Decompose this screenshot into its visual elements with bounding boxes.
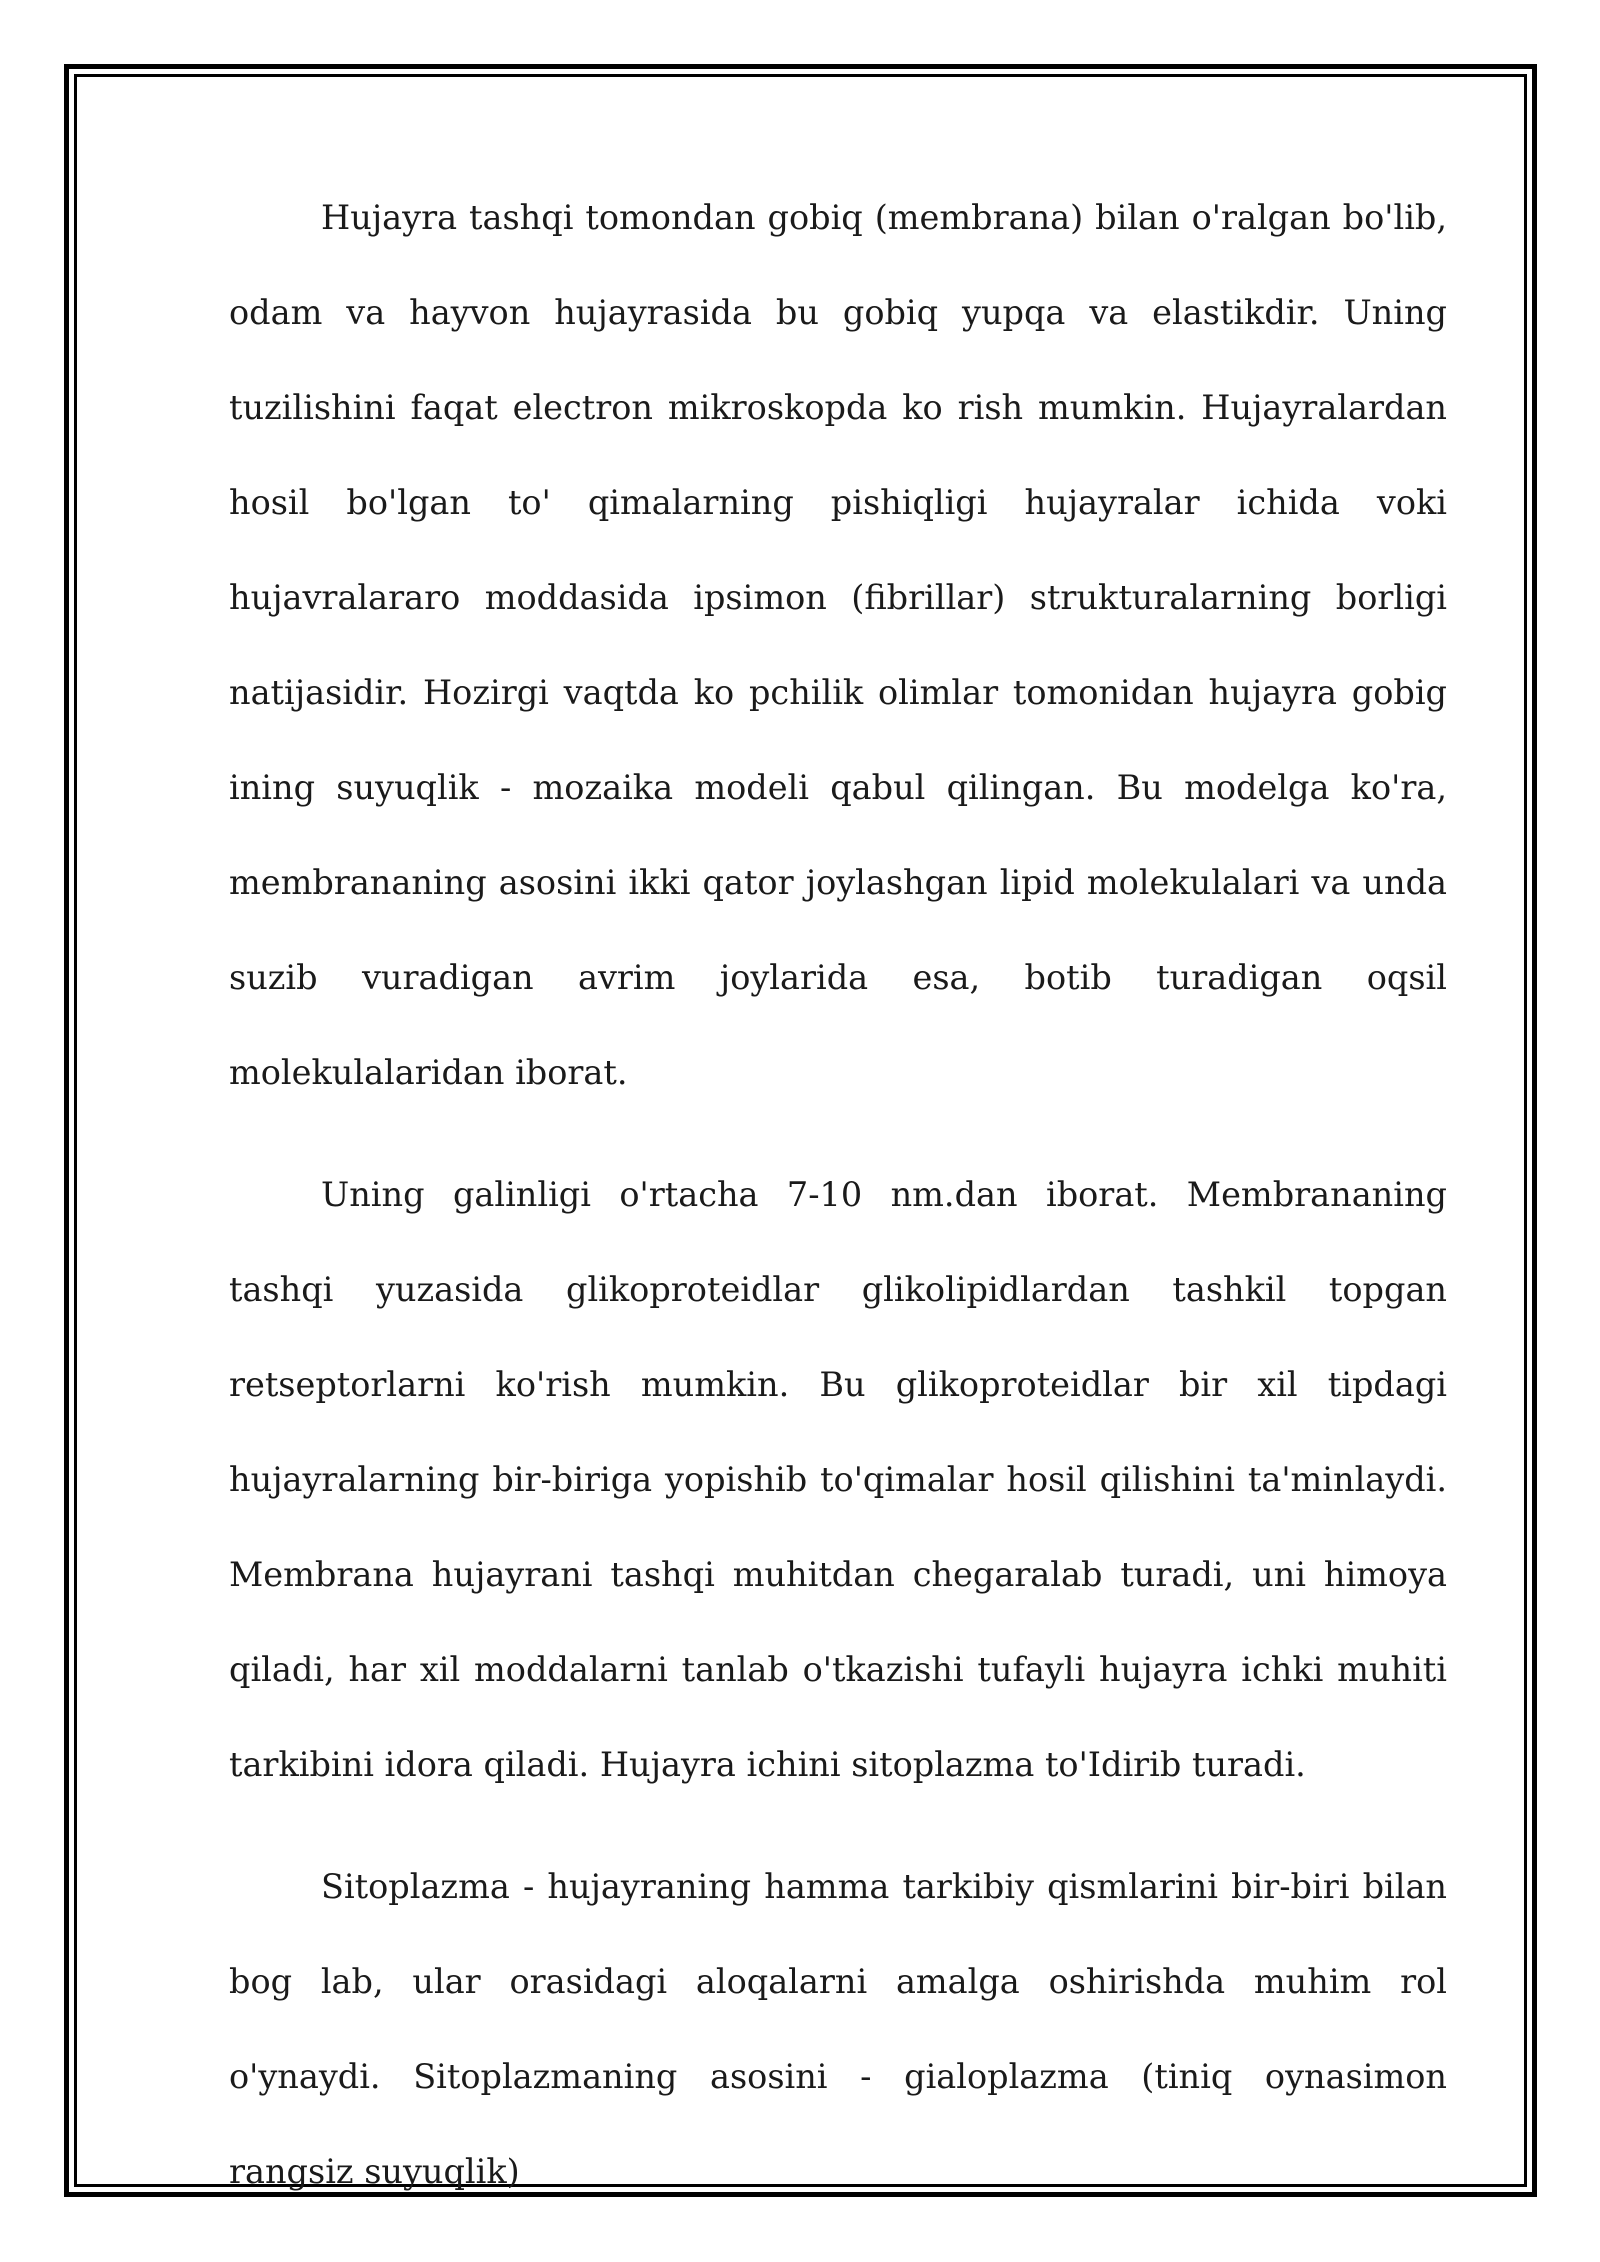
paragraph-membrane: Hujayra tashqi tomondan gobiq (membrana) bilan o'ralgan bo'lib, odam va hayvon hujayrasida bu gobiq yupqa va elastikdir. Uning tuzilishini faqat electron mikroskopda ko rish mumkin. Hujayralardan hosil bo'lgan to' qimalarning pishiqligi hujayralar ichida voki hujavralararo moddasida ipsimon (fibrillar) strukturalarning borligi natijasidir. Hozirgi vaqtda ko pchilik olimlar tomonidan hujayra gobig ining suyuqlik - mozaika modeli qabul qilingan. Bu modelga ko'ra, membrananing asosini ikki qator joylashgan lipid molekulalari va unda suzib vuradigan avrim joylarida esa, botib turadigan oqsil molekulalaridan iborat. — [229, 198, 1447, 1092]
paragraph-cytoplasm: Sitoplazma - hujayraning hamma tarkibiy qismlarini bir-biri bilan bog lab, ular orasidagi aloqalarni amalga oshirishda muhim rol o'ynaydi. Sitoplazmaning asosini - gialoplazma (tiniq oynasimon rangsiz suyuqlik) — [229, 1867, 1447, 2191]
document-body — [229, 170, 1447, 2246]
paragraph-membrane-thickness: Uning galinligi o'rtacha 7-10 nm.dan iborat. Membrananing tashqi yuzasida glikoproteidlar glikolipidlardan tashkil topgan retseptorlarni ko'rish mumkin. Bu glikoproteidlar bir xil tipdagi hujayralarning bir-biriga yopishib to'qimalar hosil qilishini ta'minlaydi. Membrana hujayrani tashqi muhitdan chegaralab turadi, uni himoya qiladi, har xil moddalarni tanlab o'tkazishi tufayli hujayra ichki muhiti tarkibini idora qiladi. Hujayra ichini sitoplazma to'Idirib turadi. — [229, 1175, 1447, 1784]
